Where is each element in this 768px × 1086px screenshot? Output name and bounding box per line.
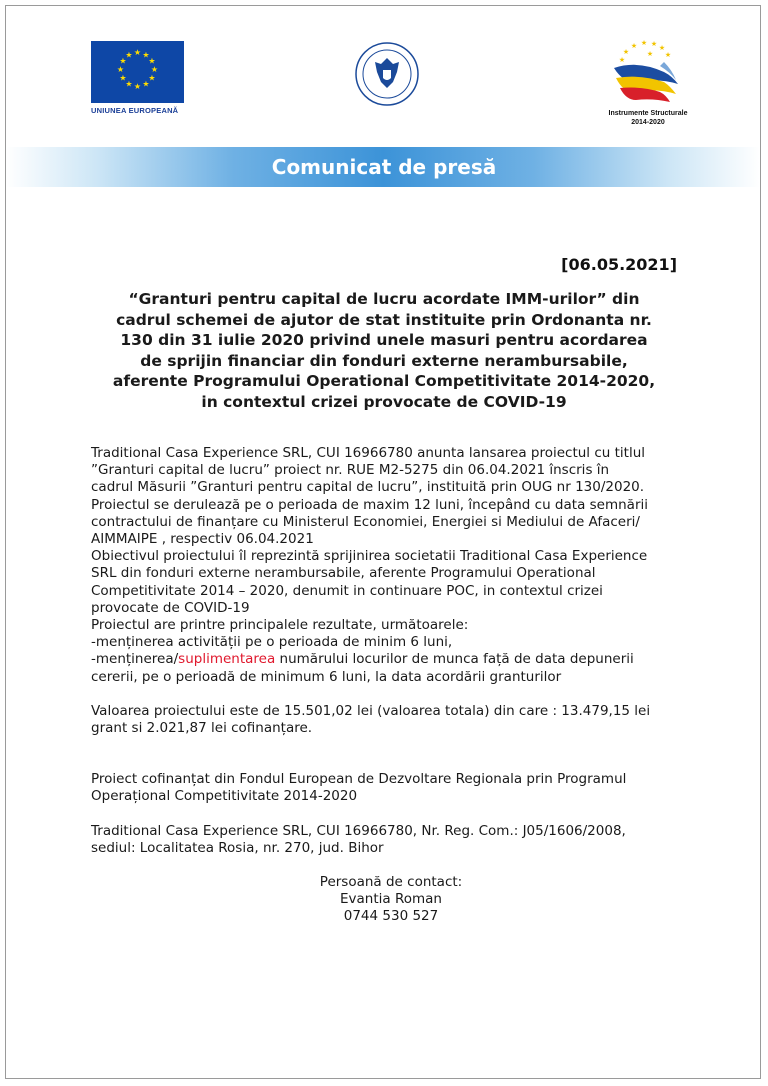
svg-text:★: ★ [133, 48, 142, 57]
company-line: sediul: Localitatea Rosia, nr. 270, jud. Bihor [91, 839, 384, 856]
banner-title: Comunicat de presă [271, 155, 497, 179]
mentinerea-suffix: numărului locurilor de munca față de data depunerii [275, 651, 634, 668]
svg-text:★: ★ [125, 79, 133, 89]
svg-text:★: ★ [142, 50, 150, 60]
body-line: Obiectivul proiectului îl reprezintă sprijinirea societatii Traditional Casa Experience [91, 548, 648, 565]
svg-text:★: ★ [664, 51, 672, 59]
svg-text:★: ★ [119, 73, 127, 83]
title-line: aferente Programului Operational Competitivitate 2014-2020, [112, 372, 656, 390]
release-body [91, 445, 691, 926]
eu-logo [91, 41, 186, 115]
svg-text:★: ★ [640, 39, 648, 47]
body-line: cererii, pe o perioadă de minimum 6 luni, la data acordării granturilor [91, 668, 562, 685]
body-line: contractului de finanțare cu Ministerul Economiei, Energiei si Mediului de Afaceri/ [91, 513, 640, 530]
svg-text:★: ★ [119, 56, 127, 66]
svg-text:★: ★ [630, 42, 638, 50]
body-line: SRL din fonduri externe nerambursabile, aferente Programului Operational [91, 565, 596, 582]
project-value-line: Valoarea proiectului este de 15.501,02 lei (valoarea totala) din care : 13.479,15 lei [91, 702, 651, 719]
title-line: “Granturi pentru capital de lucru acordate IMM-urilor” din [128, 290, 640, 308]
release-date: [06.05.2021] [561, 255, 677, 274]
body-line: Traditional Casa Experience SRL, CUI 16966780 anunta lansarea proiectul cu titlul [91, 445, 646, 461]
title-line: de sprijin financiar din fonduri externe nerambursabile, [140, 351, 628, 370]
project-value-line: grant si 2.021,87 lei cofinanțare. [91, 720, 313, 737]
release-title [60, 289, 708, 412]
svg-text:★: ★ [125, 50, 133, 60]
cofinancing-line: Operațional Competitivitate 2014-2020 [91, 788, 358, 805]
government-seal-icon [355, 42, 419, 106]
is-caption-line2: 2014-2020 [631, 119, 665, 126]
title-line: cadrul schemei de ajutor de stat instituite prin Ordonanta nr. [116, 310, 652, 329]
svg-text:★: ★ [618, 56, 626, 64]
contact-phone: 0744 530 527 [343, 908, 439, 925]
company-line: Traditional Casa Experience SRL, CUI 16966780, Nr. Reg. Com.: J05/1606/2008, [91, 822, 626, 839]
svg-text:★: ★ [646, 50, 654, 58]
body-line: cadrul Măsurii ”Granturi pentru capital de lucru”, instituită prin OUG nr 130/2020. [91, 479, 645, 496]
contact-label: Persoană de contact: [319, 874, 463, 891]
svg-text:★: ★ [148, 56, 156, 66]
suplimentarea-highlight: suplimentarea [178, 651, 276, 668]
svg-text:★: ★ [622, 48, 630, 56]
title-line: in contextul crizei provocate de COVID-19 [201, 392, 567, 411]
svg-text:★: ★ [133, 82, 142, 91]
cofinancing-line: Proiect cofinanțat din Fondul European de Dezvoltare Regionala prin Programul [91, 771, 627, 788]
title-line: 130 din 31 iulie 2020 privind unele masuri pentru acordarea [120, 331, 648, 349]
body-line: ”Granturi capital de lucru” proiect nr. RUE M2-5275 din 06.04.2021 înscris în [91, 462, 610, 479]
body-line: provocate de COVID-19 [91, 599, 250, 616]
svg-text:★: ★ [150, 65, 159, 74]
is-caption [598, 109, 698, 127]
instrumente-structurale-icon [598, 38, 698, 104]
mentinerea-prefix: -menținerea/ [91, 651, 179, 668]
svg-text:★: ★ [148, 73, 156, 83]
body-line-mentinerea [91, 651, 691, 668]
contact-block [91, 874, 691, 926]
body-line: Competitivitate 2014 – 2020, denumit in continuare POC, in contextul crizei [91, 582, 603, 599]
body-line: Proiectul are printre principalele rezultate, următoarele: [91, 617, 469, 634]
svg-text:★: ★ [650, 40, 658, 48]
body-line: AIMMAIPE , respectiv 06.04.2021 [91, 531, 314, 548]
body-line: Proiectul se derulează pe o perioada de maxim 12 luni, începând cu data semnării [91, 496, 649, 513]
svg-text:★: ★ [116, 65, 125, 74]
instrumente-structurale-logo [598, 38, 698, 127]
eu-flag-icon [91, 41, 184, 103]
eu-caption: UNIUNEA EUROPEANĂ [91, 106, 179, 115]
contact-name: Evantia Roman [340, 891, 442, 908]
svg-text:★: ★ [658, 44, 666, 52]
svg-text:★: ★ [142, 79, 150, 89]
body-line: -menținerea activității pe o perioada de minim 6 luni, [91, 634, 453, 651]
is-caption-line1: Instrumente Structurale [608, 110, 688, 117]
